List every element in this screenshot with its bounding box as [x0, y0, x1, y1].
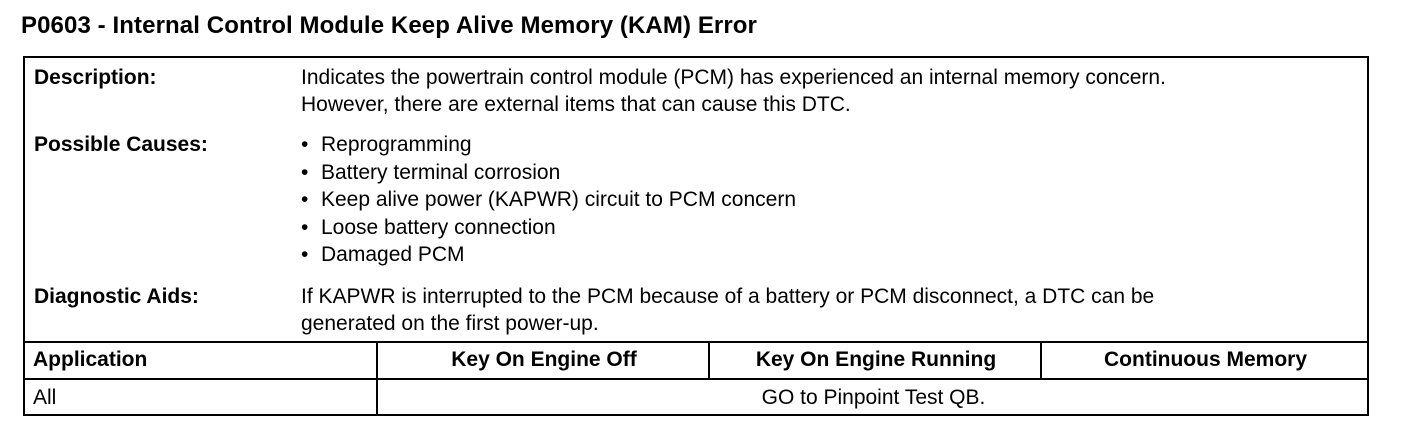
list-item: [301, 214, 1357, 242]
table-header-koer: Key On Engine Running: [755, 348, 997, 371]
dtc-info-box: [23, 56, 1369, 416]
diagnostic-aids-line: If KAPWR is interrupted to the PCM because of a battery or PCM disconnect, a DTC can be: [301, 285, 1155, 308]
table-cell-application: All: [33, 386, 57, 409]
list-item: [301, 159, 1357, 187]
description-line: Indicates the powertrain control module (PCM) has experienced an internal memory concern.: [301, 66, 1166, 89]
diagnostic-aids-label: Diagnostic Aids:: [34, 285, 199, 308]
possible-causes-label: Possible Causes:: [34, 133, 208, 156]
bullet: •: [301, 133, 309, 156]
cause-text: Keep alive power (KAPWR) circuit to PCM concern: [321, 188, 796, 211]
bullet: •: [301, 215, 309, 239]
bullet: •: [301, 243, 309, 266]
table-top-divider: [25, 341, 1367, 343]
table-header-application: Application: [33, 348, 148, 371]
diagnostic-aids-text: [301, 283, 1357, 337]
bullet: •: [301, 188, 309, 211]
list-item: [301, 186, 1357, 214]
description-label: Description:: [34, 66, 157, 89]
table-header-divider: [25, 378, 1367, 380]
table-header-continuous-memory: Continuous Memory: [1104, 348, 1307, 371]
list-item: [301, 241, 1357, 269]
table-cell-action: GO to Pinpoint Test QB.: [761, 386, 986, 409]
description-line: However, there are external items that can cause this DTC.: [301, 93, 851, 116]
possible-causes-list-container: [301, 131, 1357, 269]
cause-text: Damaged PCM: [321, 243, 465, 266]
cause-text: Loose battery connection: [321, 215, 556, 239]
cause-text: Reprogramming: [321, 133, 472, 156]
page-title: P0603 - Internal Control Module Keep Alive Memory (KAM) Error: [21, 12, 758, 39]
possible-causes-list: [301, 131, 1357, 269]
cause-text: Battery terminal corrosion: [321, 160, 561, 184]
list-item: [301, 131, 1357, 159]
description-text: [301, 64, 1357, 118]
bullet: •: [301, 160, 309, 184]
diagnostic-aids-line: generated on the first power-up.: [301, 312, 599, 335]
table-header-koeo: Key On Engine Off: [451, 348, 637, 371]
